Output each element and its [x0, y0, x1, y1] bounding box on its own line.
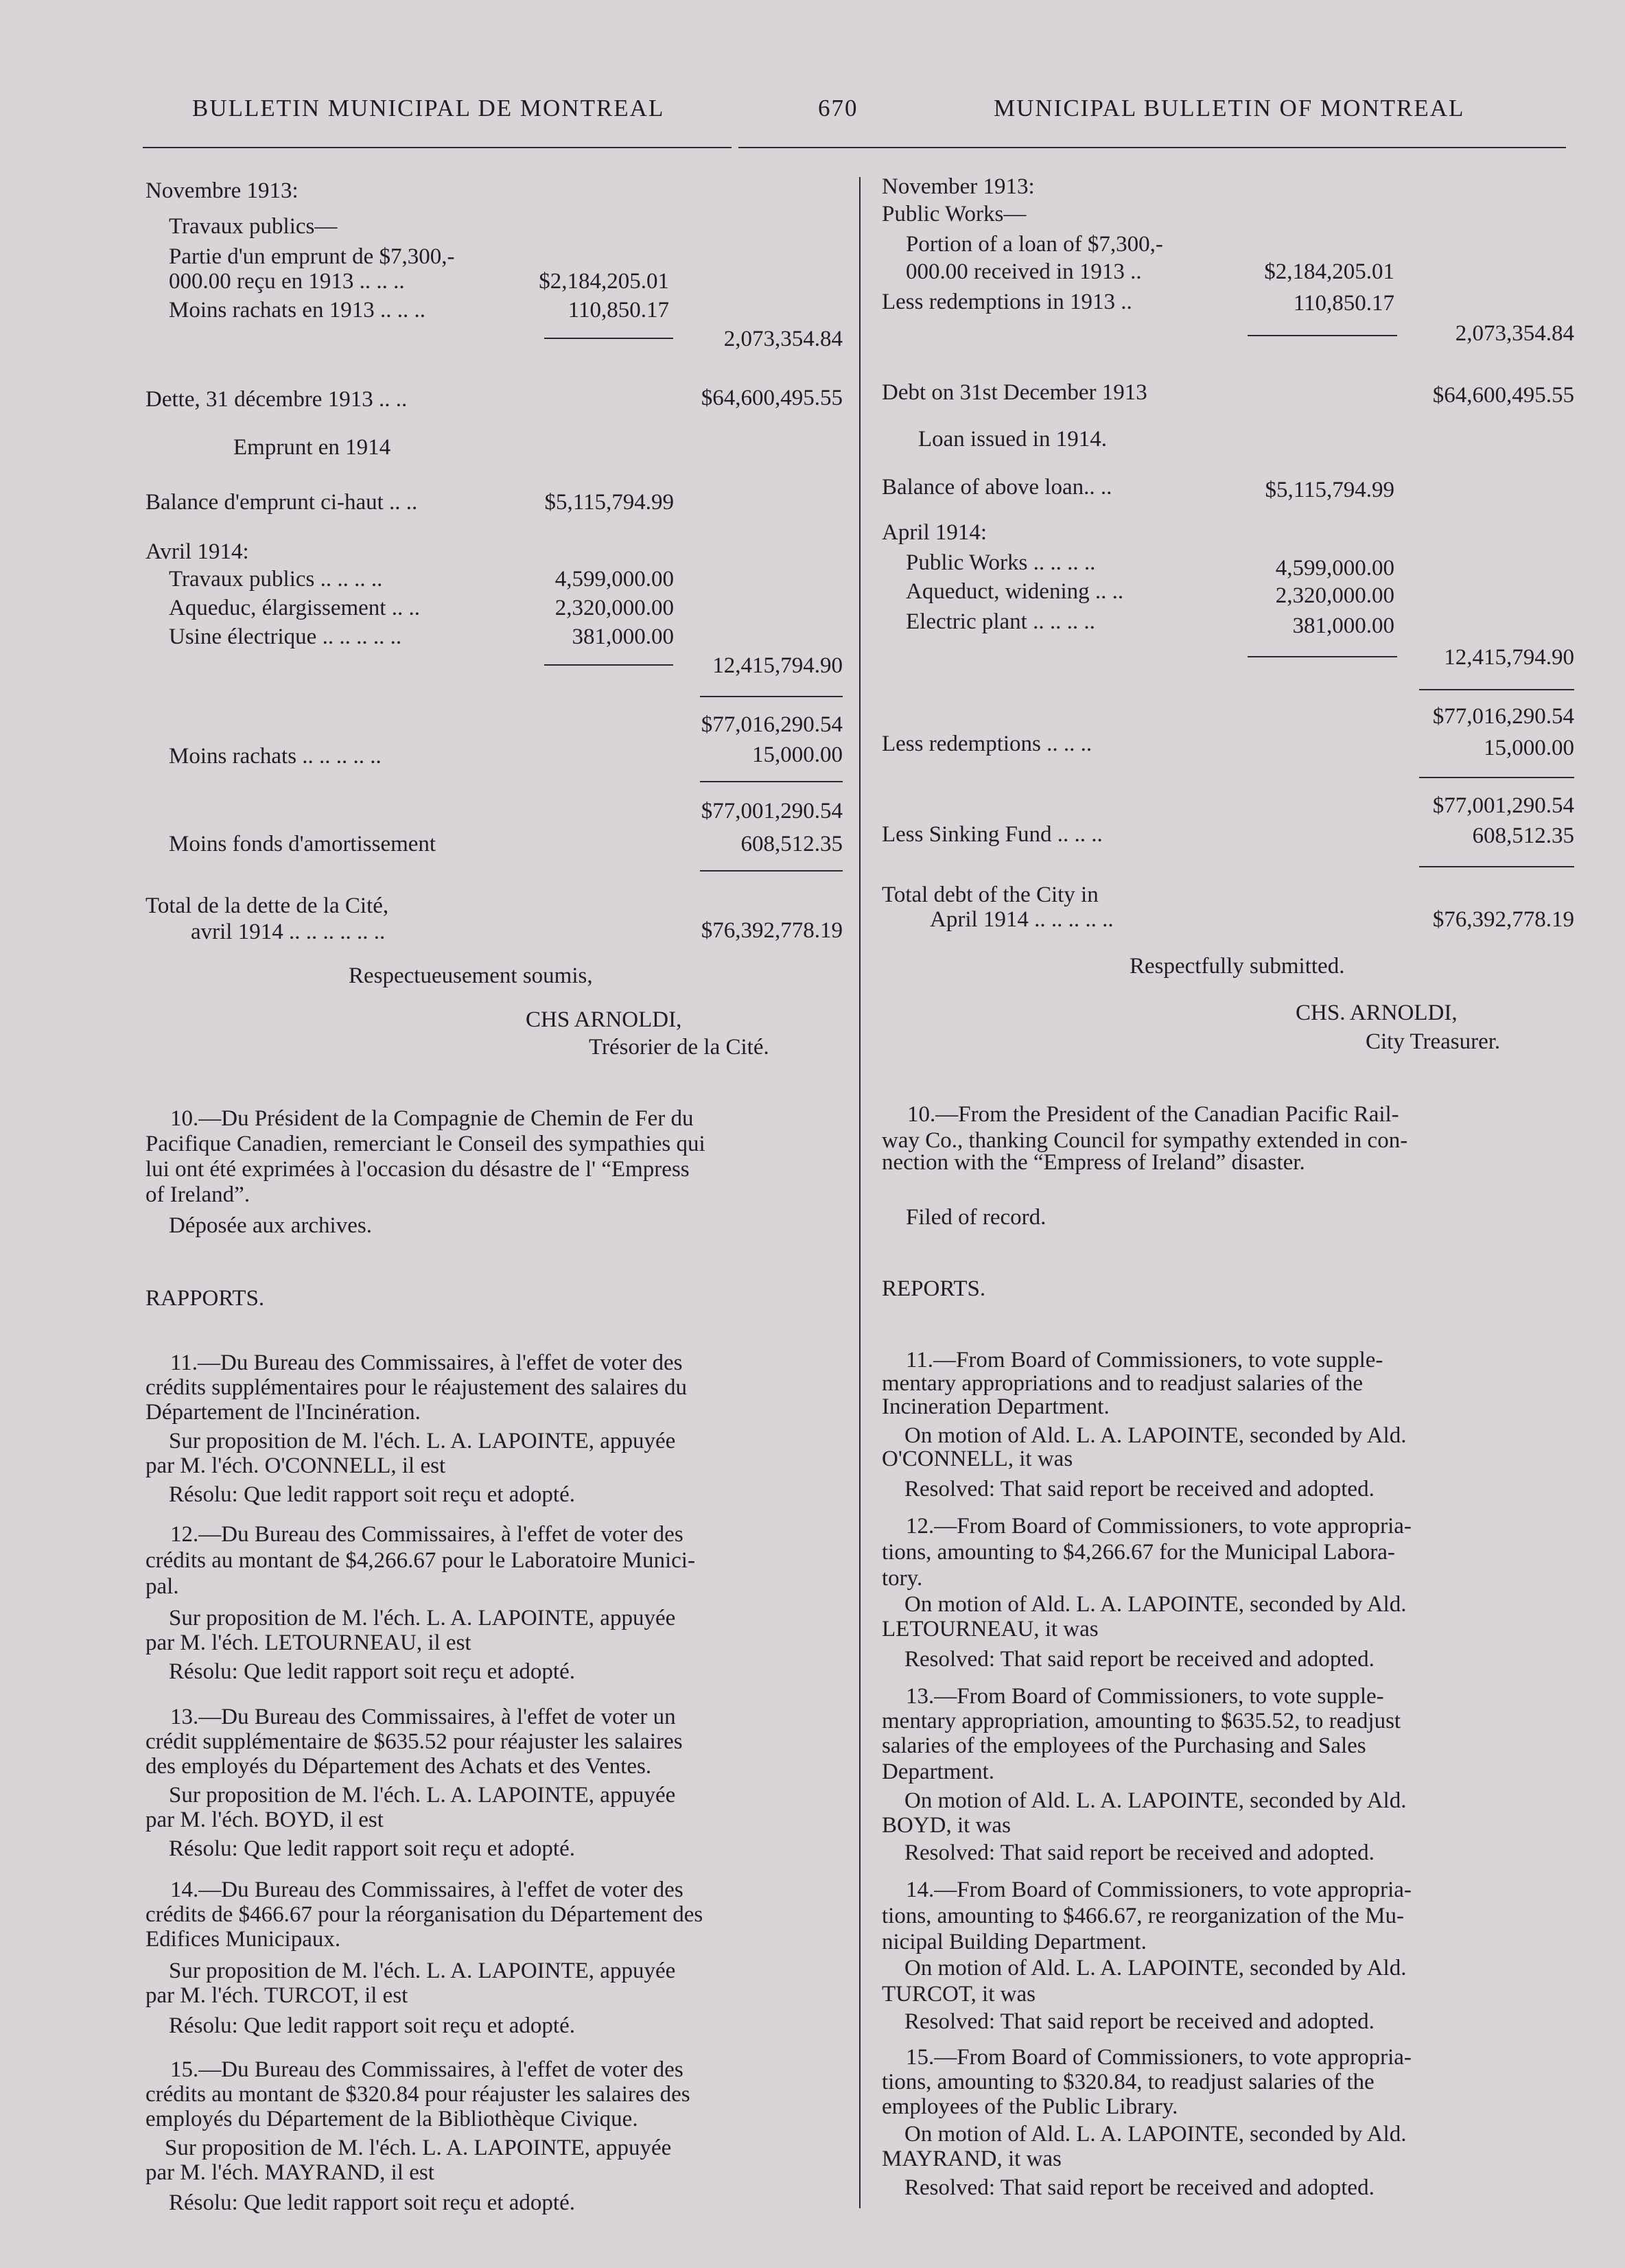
fr-total-dette-line2: avril 1914 .. .. .. .. .. ..: [191, 920, 386, 944]
fr-moins-rachats-1913: Moins rachats en 1913 .. .. ..: [169, 298, 425, 323]
en-aqueduct-amount: 2,320,000.00: [1275, 583, 1394, 608]
en-sign-title: City Treasurer.: [1366, 1029, 1501, 1054]
fr-dette-label: Dette, 31 décembre 1913 .. ..: [145, 387, 408, 412]
fr-motion-line: Sur proposition de M. l'éch. L. A. LAPOINTE, appuyée: [169, 1959, 676, 1983]
fr-item10-line: lui ont été exprimées à l'occasion du désastre de l' “Empress: [145, 1157, 690, 1182]
en-motion-line: On motion of Ald. L. A. LAPOINTE, seconded by Ald.: [904, 1788, 1407, 1813]
fr-motion-line: Sur proposition de M. l'éch. L. A. LAPOINTE, appuyée: [169, 1606, 676, 1630]
en-works-head: Public Works—: [882, 202, 1027, 226]
en-motion-line: On motion of Ald. L. A. LAPOINTE, seconded by Ald.: [904, 1956, 1407, 1980]
en-motion-line: LETOURNEAU, it was: [882, 1617, 1099, 1641]
running-head-right: MUNICIPAL BULLETIN OF MONTREAL: [994, 95, 1465, 121]
fr-sign-title: Trésorier de la Cité.: [589, 1035, 769, 1060]
fr-rule: [544, 664, 673, 666]
fr-item10-line: of Ireland”.: [145, 1182, 250, 1207]
en-less-red-1913: Less redemptions in 1913 ..: [882, 290, 1132, 314]
fr-report-line: crédits au montant de $4,266.67 pour le Laboratoire Munici-: [145, 1548, 695, 1573]
en-balance-amount: $5,115,794.99: [1265, 478, 1394, 502]
en-total-1: $77,016,290.54: [1432, 704, 1574, 729]
en-rule: [1419, 866, 1574, 867]
en-motion-line: BOYD, it was: [882, 1813, 1011, 1838]
fr-report-line: crédits au montant de $320.84 pour réajuster les salaires des: [145, 2082, 690, 2107]
en-motion-line: On motion of Ald. L. A. LAPOINTE, seconded by Ald.: [904, 1423, 1407, 1448]
fr-report-line: 15.—Du Bureau des Commissaires, à l'effet de voter des: [170, 2057, 683, 2082]
en-rule: [1419, 689, 1574, 690]
fr-item10: [145, 1105, 841, 1209]
fr-motion-line: par M. l'éch. LETOURNEAU, il est: [145, 1630, 471, 1655]
en-debt-amount: $64,600,495.55: [1432, 383, 1574, 408]
fr-report-line: Département de l'Incinération.: [145, 1400, 421, 1425]
fr-report-line: des employés du Département des Achats et des Ventes.: [145, 1754, 652, 1779]
fr-aqueduc-label: Aqueduc, élargissement .. ..: [169, 596, 420, 620]
fr-report-line: employés du Département de la Bibliothèque Civique.: [145, 2107, 638, 2131]
en-report-line: 14.—From Board of Commissioners, to vote appropria-: [906, 1878, 1412, 1902]
fr-travaux-label: Travaux publics .. .. .. ..: [169, 567, 383, 592]
header-rule-left: [143, 147, 732, 148]
en-april-title: April 1914:: [882, 520, 987, 545]
fr-moins-fonds-amount: 608,512.35: [740, 832, 843, 856]
fr-usine-label: Usine électrique .. .. .. .. ..: [169, 624, 402, 649]
en-total-debt-line1: Total debt of the City in: [882, 882, 1099, 907]
fr-travaux-head: Travaux publics—: [169, 214, 338, 239]
en-report-line: tions, amounting to $466.67, re reorganization of the Mu-: [882, 1904, 1404, 1928]
running-head-left: BULLETIN MUNICIPAL DE MONTREAL: [192, 95, 665, 121]
fr-nov-title: Novembre 1913:: [145, 178, 299, 203]
en-report-line: Department.: [882, 1760, 995, 1784]
en-report-line: tory.: [882, 1566, 923, 1591]
header-rule-right: [738, 147, 1566, 148]
fr-balance-amount: $5,115,794.99: [544, 490, 674, 515]
fr-rule: [700, 696, 843, 697]
en-sign-name: CHS. ARNOLDI,: [1296, 1001, 1458, 1025]
fr-report-line: crédit supplémentaire de $635.52 pour réajuster les salaires: [145, 1729, 683, 1754]
en-debt-label: Debt on 31st December 1913: [882, 380, 1147, 405]
en-item10-line: 10.—From the President of the Canadian Pacific Rail-: [907, 1102, 1399, 1127]
fr-emprunt-1914: Emprunt en 1914: [233, 435, 391, 460]
en-reports-heading: REPORTS.: [882, 1276, 986, 1301]
en-portion-line2: 000.00 received in 1913 ..: [906, 259, 1142, 284]
en-report-line: 13.—From Board of Commissioners, to vote supple-: [906, 1684, 1384, 1709]
fr-partie-line1: Partie d'un emprunt de $7,300,-: [169, 244, 455, 269]
en-portion-line1: Portion of a loan of $7,300,-: [906, 232, 1163, 257]
fr-partie-amount: $2,184,205.01: [539, 269, 669, 294]
en-report-line: Incineration Department.: [882, 1394, 1110, 1419]
en-item10-filed: Filed of record.: [906, 1205, 1047, 1230]
fr-report-line: crédits de $466.67 pour la réorganisation du Département des: [145, 1902, 703, 1927]
page-number: 670: [818, 95, 858, 121]
en-item10-line: nection with the “Empress of Ireland” disaster.: [882, 1150, 1305, 1175]
fr-total-dette-line1: Total de la dette de la Cité,: [145, 893, 389, 918]
en-report-line: mentary appropriation, amounting to $635.52, to readjust: [882, 1709, 1401, 1733]
fr-resolu: Résolu: Que ledit rapport soit reçu et adopté.: [169, 1482, 576, 1507]
column-divider: [859, 177, 861, 2208]
en-resolved: Resolved: That said report be received and adopted.: [904, 2009, 1375, 2034]
fr-usine-amount: 381,000.00: [572, 624, 674, 649]
fr-motion-line: Sur proposition de M. l'éch. L. A. LAPOINTE, appuyée: [169, 1783, 676, 1808]
fr-partie-line2: 000.00 reçu en 1913 .. .. ..: [169, 269, 405, 294]
en-resolved: Resolved: That said report be received and adopted.: [904, 1840, 1375, 1865]
fr-motion-line: par M. l'éch. TURCOT, il est: [145, 1983, 408, 2008]
en-loan-1914: Loan issued in 1914.: [918, 427, 1107, 452]
en-electric-label: Electric plant .. .. .. ..: [906, 609, 1095, 634]
en-less-sink-amount: 608,512.35: [1472, 823, 1574, 848]
en-report-line: tions, amounting to $4,266.67 for the Municipal Labora-: [882, 1540, 1395, 1565]
fr-rule: [700, 781, 843, 782]
fr-respect: Respectueusement soumis,: [349, 963, 593, 988]
en-item10-line: way Co., thanking Council for sympathy extended in con-: [882, 1128, 1408, 1153]
fr-resolu: Résolu: Que ledit rapport soit reçu et adopté.: [169, 1836, 576, 1861]
fr-moins-rachats-amount: 15,000.00: [752, 743, 843, 767]
fr-moins-rachats-label: Moins rachats .. .. .. .. ..: [169, 744, 382, 769]
fr-item10-line: Pacifique Canadien, remerciant le Conseil des sympathies qui: [145, 1132, 705, 1156]
en-nov-title: November 1913:: [882, 174, 1035, 199]
en-resolved: Resolved: That said report be received and adopted.: [904, 1647, 1375, 1672]
fr-motion-line: Sur proposition de M. l'éch. L. A. LAPOINTE, appuyée: [169, 1429, 676, 1453]
fr-subtotal-2: 12,415,794.90: [712, 653, 843, 678]
fr-report-line: crédits supplémentaires pour le réajustement des salaires du: [145, 1375, 687, 1400]
fr-item10-line: 10.—Du Président de la Compagnie de Chemin de Fer du: [170, 1106, 694, 1131]
en-aqueduct-label: Aqueduct, widening .. ..: [906, 579, 1124, 604]
fr-subtotal-1: 2,073,354.84: [723, 327, 843, 351]
en-motion-line: TURCOT, it was: [882, 1982, 1036, 2007]
en-total-2: $77,001,290.54: [1432, 793, 1574, 818]
en-balance-label: Balance of above loan.. ..: [882, 475, 1112, 500]
fr-motion-line: par M. l'éch. BOYD, il est: [145, 1808, 384, 1832]
en-subtotal-2: 12,415,794.90: [1444, 645, 1574, 670]
fr-aqueduc-amount: 2,320,000.00: [554, 596, 674, 620]
en-less-sink-label: Less Sinking Fund .. .. ..: [882, 822, 1103, 847]
en-works-amount: 4,599,000.00: [1275, 556, 1394, 581]
fr-sign-name: CHS ARNOLDI,: [526, 1007, 682, 1032]
fr-dette-amount: $64,600,495.55: [701, 386, 843, 410]
fr-total-dette-amount: $76,392,778.19: [701, 918, 843, 943]
en-report-line: mentary appropriations and to readjust salaries of the: [882, 1371, 1364, 1396]
en-report-line: tions, amounting to $320.84, to readjust salaries of the: [882, 2070, 1375, 2094]
fr-resolu: Résolu: Que ledit rapport soit reçu et adopté.: [169, 2013, 576, 2038]
fr-motion-line: par M. l'éch. MAYRAND, il est: [145, 2160, 434, 2185]
fr-total-2: $77,001,290.54: [701, 799, 843, 823]
fr-travaux-amount: 4,599,000.00: [554, 567, 674, 592]
fr-motion-line: Sur proposition de M. l'éch. L. A. LAPOINTE, appuyée: [165, 2136, 672, 2160]
fr-balance-label: Balance d'emprunt ci-haut .. ..: [145, 490, 418, 515]
en-less-red-1913-amount: 110,850.17: [1293, 291, 1394, 316]
en-report-line: nicipal Building Department.: [882, 1930, 1147, 1954]
fr-rule: [700, 870, 843, 872]
en-less-red-label: Less redemptions .. .. ..: [882, 732, 1092, 756]
fr-report-line: pal.: [145, 1574, 179, 1599]
en-report-line: 15.—From Board of Commissioners, to vote appropria-: [906, 2045, 1412, 2070]
en-less-red-amount: 15,000.00: [1484, 736, 1574, 760]
fr-rapports-heading: RAPPORTS.: [145, 1286, 265, 1311]
en-works-label: Public Works .. .. .. ..: [906, 550, 1096, 575]
en-motion-line: O'CONNELL, it was: [882, 1447, 1073, 1471]
en-report-line: salaries of the employees of the Purchasing and Sales: [882, 1733, 1366, 1758]
fr-moins-rachats-1913-amount: 110,850.17: [568, 298, 669, 323]
en-report-line: employees of the Public Library.: [882, 2094, 1178, 2119]
en-resolved: Resolved: That said report be received and adopted.: [904, 1477, 1375, 1501]
en-resolved: Resolved: That said report be received and adopted.: [904, 2175, 1375, 2200]
en-electric-amount: 381,000.00: [1292, 613, 1394, 638]
en-portion-amount: $2,184,205.01: [1264, 259, 1394, 284]
en-subtotal-1: 2,073,354.84: [1455, 321, 1574, 346]
fr-rule: [544, 338, 673, 339]
en-respect: Respectfully submitted.: [1130, 954, 1345, 979]
fr-avril-title: Avril 1914:: [145, 539, 249, 564]
fr-report-line: Edifices Municipaux.: [145, 1927, 341, 1952]
en-motion-line: MAYRAND, it was: [882, 2147, 1062, 2171]
fr-resolu: Résolu: Que ledit rapport soit reçu et adopté.: [169, 2190, 576, 2215]
fr-item10-filed: Déposée aux archives.: [169, 1213, 372, 1238]
fr-resolu: Résolu: Que ledit rapport soit reçu et adopté.: [169, 1659, 576, 1684]
fr-report-line: 11.—Du Bureau des Commissaires, à l'effet de voter des: [170, 1351, 683, 1375]
en-report-line: 12.—From Board of Commissioners, to vote appropria-: [906, 1514, 1412, 1539]
en-rule: [1419, 777, 1574, 778]
fr-moins-fonds-label: Moins fonds d'amortissement: [169, 832, 436, 856]
fr-report-line: 13.—Du Bureau des Commissaires, à l'effet de voter un: [170, 1705, 676, 1729]
fr-report-line: 14.—Du Bureau des Commissaires, à l'effet de voter des: [170, 1878, 683, 1902]
en-motion-line: On motion of Ald. L. A. LAPOINTE, seconded by Ald.: [904, 2122, 1407, 2147]
en-motion-line: On motion of Ald. L. A. LAPOINTE, seconded by Ald.: [904, 1592, 1407, 1617]
en-total-debt-line2: April 1914 .. .. .. .. ..: [930, 907, 1114, 932]
en-report-line: 11.—From Board of Commissioners, to vote supple-: [906, 1348, 1383, 1372]
fr-report-line: 12.—Du Bureau des Commissaires, à l'effet de voter des: [170, 1522, 683, 1547]
fr-motion-line: par M. l'éch. O'CONNELL, il est: [145, 1453, 446, 1478]
fr-total-1: $77,016,290.54: [701, 712, 843, 737]
en-total-debt-amount: $76,392,778.19: [1432, 907, 1574, 932]
